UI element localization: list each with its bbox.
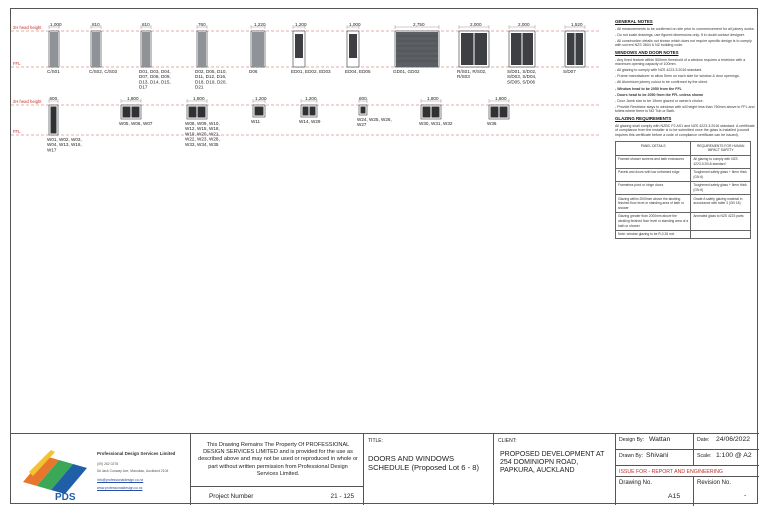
glass-panel [475, 33, 488, 65]
project-number-label: Project Number [209, 493, 254, 500]
joinery-tag-line: D02, D05, D10, [195, 69, 227, 74]
joinery-tag [185, 121, 220, 147]
joinery-tag-line: GD01, GD02 [393, 69, 420, 74]
joinery-tag-line: D18, D19, D20, [195, 79, 227, 85]
joinery-tag [119, 121, 153, 126]
wd-note: - Doors head to be 2050 from the FFL unless shown [615, 92, 704, 97]
glazing-table-cell: Note: window glazing to be R-0.26 mix [616, 230, 691, 239]
project-number-value: 21 - 125 [330, 493, 354, 500]
wd-note: - Provide Restrictor stays to windows with sill height less than 760mm above in FFL and toilets where there is NO Tub or Bath. [615, 104, 755, 114]
joinery-tag-line: W33, W34, W35 [185, 141, 219, 147]
door-glass-panel [295, 34, 303, 58]
ffl-label: FFL [13, 129, 21, 134]
meta-row-drawing [616, 477, 759, 506]
meta-row-issue [616, 466, 759, 477]
joinery-tag-line: C/S01 [47, 69, 60, 74]
joinery-tag-line: W14, W29 [299, 119, 321, 124]
width-dimension-label: 810 [92, 22, 100, 27]
glazing-table [615, 141, 751, 239]
window-glass [303, 107, 309, 116]
joinery-tag [457, 69, 486, 79]
window-glass [500, 107, 508, 118]
joinery-tag-line: D07, D08, D09, [139, 74, 171, 80]
width-dimension-label: 1,000 [50, 22, 62, 27]
head-height-label: 2H head height [13, 99, 42, 104]
joinery-tag-line: D11, D12, D16, [195, 74, 227, 80]
joinery-tag [195, 69, 227, 90]
client-name: PROPOSED DEVELOPMENT AT 254 DOMINIOPN ROAD, PAPKURA, AUCKLAND [500, 451, 605, 474]
door-leaf [252, 32, 264, 67]
joinery-tag-line: C/S02, C/S03 [89, 69, 118, 74]
joinery-tag-line: W04, W13, W16, [47, 142, 82, 148]
scale-value: 1:100 @ A2 [716, 452, 752, 459]
glazing-table-row [616, 168, 751, 181]
drawn-by-label: Drawn By: [619, 453, 643, 459]
width-dimension-label: 1,220 [254, 22, 266, 27]
disclaimer-cell [191, 434, 364, 505]
joinery-tag-line: ED01, ED02, ED03 [291, 69, 331, 74]
design-by-value: Wattan [649, 436, 671, 443]
joinery-tag [357, 117, 392, 127]
window-glass [132, 107, 140, 118]
joinery-tag-line: W12, W15, W18, [185, 126, 220, 132]
window-glass [361, 107, 366, 114]
window-glass [310, 107, 316, 116]
garage-door-panel [396, 32, 438, 67]
width-dimension-label: 1,200 [255, 96, 267, 101]
drawing-sheet [10, 8, 758, 504]
window-glass [198, 107, 206, 118]
joinery-tag-line: R/S03 [457, 74, 470, 80]
door-leaf [198, 32, 206, 67]
width-dimension-label: 600 [49, 96, 58, 101]
general-note: - Do not scale drawings, use figured dimensions only. If in doubt contact designer. [615, 32, 745, 37]
joinery-tag [47, 137, 82, 152]
glazing-table-cell: Framed shower screens and bath enclosures [616, 155, 691, 168]
glazing-table-cell: All glazing to comply with NZS 4223.3:2016 standard [691, 155, 751, 168]
client-cell [494, 434, 616, 505]
head-height-label: 2H head height [13, 25, 42, 30]
joinery-tag [89, 69, 118, 74]
glazing-table-cell [691, 230, 751, 239]
glazing-table-row [616, 155, 751, 168]
width-dimension-label: 1,800 [127, 96, 139, 101]
drawn-by-value: Shivani [646, 452, 669, 459]
glazing-table-cell: Panels and doors with low unframed edge [616, 168, 691, 181]
joinery-tag-line: W08, W09, W10, [185, 121, 220, 126]
revision-value: - [744, 492, 747, 499]
company-cell [11, 434, 191, 505]
joinery-tag [419, 121, 453, 126]
wd-note: - Any fixed feature within 500mm threshold of a window requires a restrictor with a maximum opening capacity of 100mm. [615, 57, 746, 67]
width-dimension-label: 1,200 [295, 22, 307, 27]
width-dimension-label: 2,000 [518, 22, 530, 27]
glazing-table-row [616, 195, 751, 213]
joinery-tag-line: W17 [47, 147, 57, 153]
glass-panel [567, 33, 575, 65]
company-email[interactable]: info@professionaldesign.co.nz [97, 478, 144, 482]
meta-row-design [616, 434, 759, 450]
date-value: 24/06/2022 [716, 436, 751, 443]
window-glass [189, 107, 197, 118]
joinery-tag-line: S/D05, S/D06 [507, 79, 536, 85]
door-glass-panel [349, 34, 357, 58]
general-note: - All measurements to be confirmed on site prior to commencement for all joinery works. [615, 26, 755, 31]
glazing-table-cell: Toughened safety glass + 5mm thick (GN 6) [691, 168, 751, 181]
glass-panel [511, 33, 522, 65]
design-by-label: Design By: [619, 437, 645, 443]
joinery-tag [299, 119, 321, 124]
joinery-tag-line: W01, W02, W03, [47, 137, 82, 142]
notes-panel [615, 17, 755, 239]
general-notes-heading: GENERAL NOTES [615, 19, 653, 24]
joinery-tag-line: W19, W20, W21, [185, 131, 220, 137]
joinery-tag-line: D01, D03, D04, [139, 69, 171, 74]
wd-note: - All Aluminium joinery colour to be confirmed by the client. [615, 80, 708, 85]
width-dimension-label: 2,750 [413, 22, 425, 27]
joinery-tag [249, 69, 258, 74]
glazing-table-cell: Frameless pivot or hinge doors [616, 181, 691, 194]
wd-note: - Window head to be 2050 from the FFL [615, 86, 682, 91]
joinery-tag [393, 69, 420, 74]
window-glass [423, 107, 431, 118]
joinery-tag-line: D13, D14, D15, [139, 79, 171, 85]
width-dimension-label: 1,200 [305, 96, 317, 101]
company-name: Professional Design Services Limited [97, 451, 176, 456]
joinery-tag-line: R/S01, R/S02, [457, 69, 487, 74]
joinery-tag [47, 69, 60, 74]
wd-note: - Door Jamb size to be 19mm glazed or owner's choice. [615, 98, 704, 103]
glazing-table-cell: Toughened safety glass + 5mm thick (GN 6) [691, 181, 751, 194]
joinery-tag-line: D17 [139, 84, 148, 90]
issue-status: ISSUE FOR - REPORT AND ENGINEERING [619, 469, 723, 475]
joinery-tag [487, 121, 497, 126]
door-leaf [50, 32, 58, 67]
joinery-tag-line: W11 [251, 119, 261, 124]
general-notes-list [615, 27, 755, 48]
drawing-no-label: Drawing No. [619, 480, 653, 486]
schedule-elevations [11, 9, 611, 429]
wd-notes-list [615, 58, 755, 114]
glazing-table-row [616, 212, 751, 230]
joinery-tag-line: W30, W31, W32 [419, 121, 453, 126]
joinery-tag [291, 69, 331, 74]
joinery-tag-line: W22, W23, W28, [185, 136, 220, 142]
width-dimension-label: 1,000 [349, 22, 361, 27]
width-dimension-label: 810 [142, 22, 150, 27]
title-block [11, 433, 759, 505]
window-glass [51, 107, 57, 134]
glass-panel [461, 33, 474, 65]
joinery-tag-line: ED04, ED05 [345, 69, 371, 74]
drawing-no-value: A15 [668, 493, 681, 500]
pds-logo-icon [15, 442, 95, 502]
joinery-tag-line: S/D07 [563, 69, 576, 74]
date-label: Date: [697, 437, 710, 443]
door-leaf [142, 32, 150, 67]
width-dimension-label: 760 [198, 22, 206, 27]
joinery-tag-line: W36 [487, 121, 497, 126]
company-phone: (09) 262 0278 [97, 462, 119, 466]
width-dimension-label: 2,000 [470, 22, 482, 27]
general-note: - All construction details not shown which does not require specific design is to comply with current NZS 3604 & NZ building code. [615, 38, 752, 48]
meta-cell [616, 434, 759, 505]
glass-panel [523, 33, 534, 65]
glazing-table-header: PANEL DETAILS [616, 142, 691, 155]
width-dimension-label: 1,800 [427, 96, 439, 101]
joinery-tag-line: S/D01, S/D02, [507, 69, 537, 74]
company-website[interactable]: www.professionaldesign.co.nz [97, 486, 143, 490]
revision-label: Revision No. [697, 480, 732, 486]
joinery-tag [507, 69, 536, 84]
width-dimension-label: 1,520 [571, 22, 583, 27]
width-dimension-label: 1,800 [193, 96, 205, 101]
ffl-label: FFL [13, 61, 21, 66]
drawing-title: DOORS AND WINDOWS SCHEDULE (Proposed Lot 6 - 8) [368, 454, 479, 472]
joinery-tag-line: W05, W06, W07 [119, 121, 153, 126]
disclaimer-text: This Drawing Remains The Property Of PROFESSIONAL DESIGN SERVICES LIMITED and is provided for the use as described above and may not be used or reproduced in whole or part without written permission from Professional Design Services Limited. [198, 442, 358, 477]
title-label: TITLE: [368, 438, 384, 444]
joinery-tag [345, 69, 371, 74]
wd-notes-heading: WINDOWS AND DOOR NOTES [615, 49, 679, 55]
window-glass [491, 107, 499, 118]
logo-text: PDS [55, 492, 76, 502]
door-leaf [92, 32, 100, 67]
wd-note: - All glazing to comply with NZS 4223.3:2016 standard. [615, 68, 703, 73]
glazing-table-cell: Glazing within 2000mm above the abutting finished floor level or standing area of bath or shower [616, 195, 691, 213]
glazing-table-row [616, 230, 751, 239]
joinery-tag-line: W24, W25, W26, [357, 117, 392, 122]
wd-note: - Frame manufacturer to allow 5mm on each side for window & door openings. [615, 74, 740, 79]
glazing-heading: GLAZING REQUIREMENTS [615, 116, 672, 121]
joinery-tag-line: D06 [249, 69, 258, 74]
glazing-intro: All glazing shall comply with NZBC F2 AS1 and NZS 4223.3:2016 standard. A certificate of compliance from the installer is to be submitted once the glass is installed (council requires this certificate before a code of compliance certificate can be issued). [615, 123, 755, 137]
glazing-table-header: REQUIREMENTS FOR HUMAN IMPACT SAFETY [691, 142, 751, 155]
window-glass [123, 107, 131, 118]
glazing-table-row [616, 181, 751, 194]
glass-panel [576, 33, 584, 65]
joinery-tag [139, 69, 171, 90]
glazing-table-cell: Grade A safety glazing material in accordance with table 3 (GN 18) [691, 195, 751, 213]
glazing-table-cell: Annealed glass to NZS 4223 parts [691, 212, 751, 230]
window-glass [255, 107, 264, 116]
joinery-tag-line: W27 [357, 122, 367, 128]
company-address: 5d Jack Conway Ave, Manukau, Auckland 2104 [97, 469, 169, 473]
joinery-tag-line: D21 [195, 84, 204, 90]
title-cell [364, 434, 494, 505]
client-label: CLIENT: [498, 438, 517, 444]
width-dimension-label: 600 [359, 96, 367, 101]
window-glass [432, 107, 440, 118]
meta-row-drawn [616, 450, 759, 466]
scale-label: Scale: [697, 453, 712, 459]
joinery-tag-line: S/D03, S/D04, [507, 74, 537, 80]
joinery-tag [563, 69, 576, 74]
joinery-tag [251, 119, 261, 124]
glazing-table-cell: Glazing greater than 2000mm above the abutting finished floor level or standing area of a bath or shower [616, 212, 691, 230]
project-number-row [191, 486, 364, 506]
width-dimension-label: 1,800 [495, 96, 507, 101]
